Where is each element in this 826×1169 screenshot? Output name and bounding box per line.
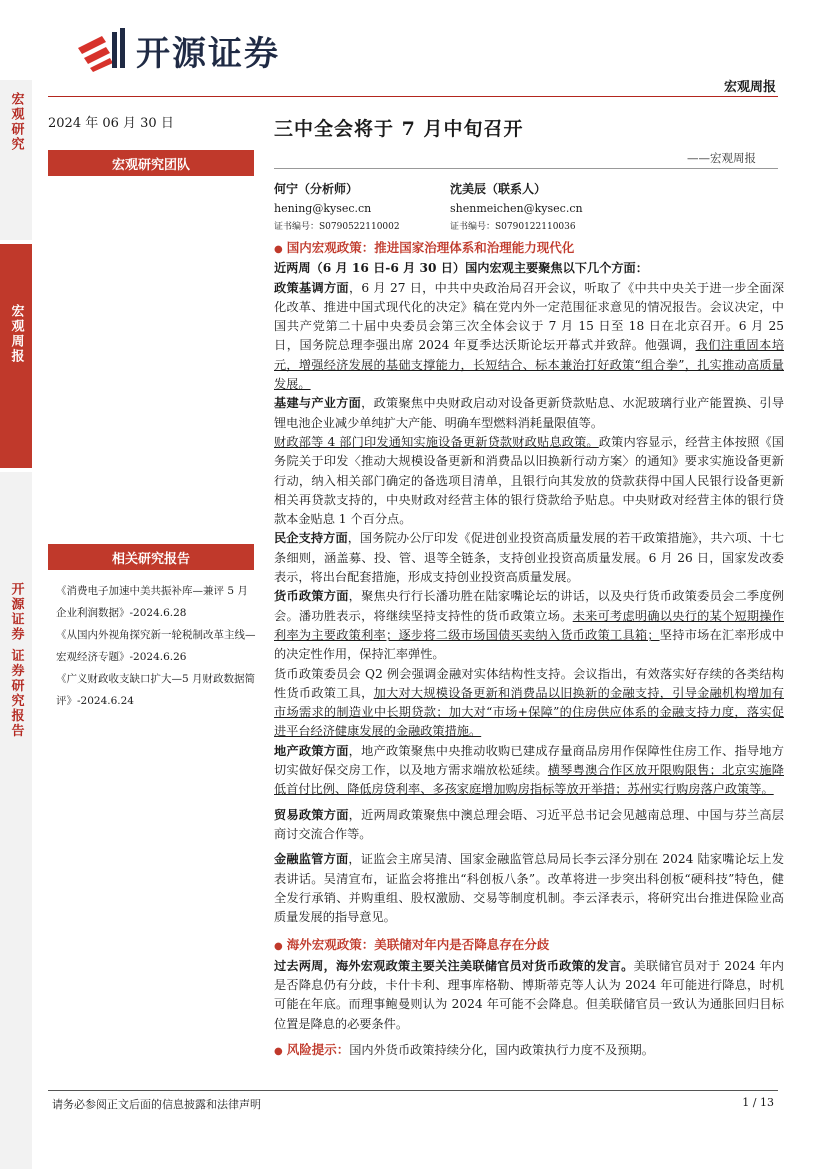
paragraph-infrastructure [274,394,784,433]
para-underlined: 加大对大规模设备更新和消费品以旧换新的金融支持，引导金融机构增加有市场需求的制造业中长期贷款；加大对“市场+保障”的住房供应体系的金融支持力度，落实促进平台经济健康发展的金融政策措施。 [274,685,784,739]
para-text: 政策内容显示，经营主体按照《国务院关于印发〈推动大规模设备更新和消费品以旧换新行动方案〉的通知》要求实施设备更新行动，纳入相关部门确定的备选项目清单，且银行向其发放的贷款获得中国人民银行设备更新相关再贷款支持的，中央财政对经营主体的银行贷款给予贴息。中央财政对经营主体的银行贷款本金贴息 1 个百分点。 [274,434,784,527]
logo-text: 开源证券 [136,33,280,74]
para-lead: 地产政策方面 [274,743,349,758]
para-text: 坚持市场在汇率形成中的决定性作用，保持汇率弹性。 [274,627,784,662]
paragraph-monetary-committee [274,665,784,742]
analyst-email[interactable]: hening@kysec.cn [274,202,372,215]
para-underlined: 我们注重固本培元，增强经济发展的基础支撑能力，长短结合、标本兼治打好政策“组合拳”，扎实推动高质量发展。 [274,338,785,392]
header-divider [48,96,778,97]
paragraph-financial-regulation [274,850,784,927]
page-title: 三中全会将于 7 月中旬召开 [274,118,524,140]
para-text: ，国务院办公厅印发《促进创业投资高质量发展的若干政策措施》，共六项、十七条细则，涵盖募、投、管、退等全链条，支持创业投资高质量发展。6 月 26 日，国家发改委表示，将出台配套措施，形成支持创业投资高质量发展。 [274,531,785,585]
paragraph-private-enterprise [274,529,784,587]
section-intro: 近两周（6 月 16 日-6 月 30 日）国内宏观主要聚焦以下几个方面： [274,261,648,276]
paragraph-real-estate [274,742,784,800]
para-text: ，证监会主席吴清、国家金融监管总局局长李云泽分别在 2024 陆家嘴论坛上发表讲话。吴清宣布，证监会将推出“科创板八条”。改革将进一步突出科创板“硬科技”特色，健全发行承销、并购重组、股权激励、交易等制度机制。李云泽表示，将研究出台推进保险业高质量发展的指导意见。 [274,852,785,925]
paragraph-monetary [274,587,784,664]
para-text: ，近两周政策聚焦中澳总理会晤、习近平总书记会见越南总理、中国与芬兰高层商讨交流合作等。 [274,807,784,841]
para-lead: 货币政策方面 [274,589,349,604]
related-report-item[interactable]: 《从国内外视角探究新一轮税制改革主线—宏观经济专题》-2024.6.26 [56,629,256,663]
report-body [274,238,784,1061]
team-label: 宏观研究团队 [48,150,254,176]
side-strip-company [0,472,32,1169]
para-text: ，聚焦央行行长潘功胜在陆家嘴论坛的讲话，以及央行货币政策委员会二季度例会。潘功胜表示，将继续坚持支持性的货币政策立场。 [274,589,784,623]
analyst-name: 沈美辰（联系人） [450,182,547,196]
report-date: 2024 年 06 月 30 日 [48,116,174,131]
section-heading-overseas: ● 海外宏观政策：美联储对年内是否降息存在分歧 [274,935,784,956]
para-lead: 政策基调方面 [274,280,349,295]
analyst-cert: 证书编号：S0790122110036 [450,222,576,232]
related-report-item[interactable]: 《广义财政收支缺口扩大—5 月财政数据简评》-2024.6.24 [56,673,256,707]
side-strip-company-label: 开源证券 证券研究报告 [8,582,24,739]
paragraph-trade [274,806,784,845]
related-reports-label: 相关研究报告 [48,544,254,570]
analyst-name: 何宁（分析师） [274,182,359,196]
doc-type-label: 宏观周报 [723,80,776,95]
side-strip-weekly-label: 宏观周报 [8,304,24,364]
risk-heading: ● 风险提示： [274,1042,349,1057]
title-divider [274,168,778,169]
analyst-card [274,180,400,237]
side-strip-weekly [0,244,32,468]
logo-mark-icon [76,28,132,72]
analyst-email[interactable]: shenmeichen@kysec.cn [450,202,583,215]
para-underlined: 未来可考虑明确以央行的某个短期操作利率为主要政策利率；逐步将二级市场国债买卖纳入货币政策工具箱； [274,608,784,642]
para-text: ，政策聚焦中央财政启动对设备更新贷款贴息、水泥玻璃行业产能置换、引导锂电池企业减少单纯扩大产能、明确车型燃料消耗量限值等。 [274,396,785,430]
para-underlined: 财政部等 4 部门印发通知实施设备更新贷款财政贴息政策。 [274,434,599,449]
side-strip-research [0,80,32,240]
para-text: ，地产政策聚焦中央推动收购已建成存量商品房用作保障性住房工作、指导地方切实做好保交房工作，以及地方需求端放松延续。 [274,743,784,778]
footer-disclaimer: 请务必参阅正文后面的信息披露和法律声明 [52,1098,261,1111]
analyst-cert: 证书编号：S0790522110002 [274,222,400,232]
page-subtitle: ——宏观周报 [687,151,756,165]
para-lead: 过去两周，海外宏观政策主要关注美联储官员对货币政策的发言。 [274,958,634,973]
para-lead: 贸易政策方面 [274,807,349,822]
company-logo [76,28,280,72]
related-report-item[interactable]: 《消费电子加速中美共振补库—兼评 5 月企业利润数据》-2024.6.28 [56,585,248,619]
para-lead: 民企支持方面 [274,531,348,546]
section-heading-domestic: ● 国内宏观政策：推进国家治理体系和治理能力现代化 [274,238,784,259]
para-text: 国内外货币政策持续分化，国内政策执行力度不及预期。 [349,1042,654,1057]
page-number: 1 / 13 [742,1096,774,1109]
para-text: 货币政策委员会 Q2 例会强调金融对实体结构性支持。会议指出，有效落实好存续的各类结构性货币政策工具， [274,666,784,700]
para-text: 美联储官员对于 2024 年内是否降息仍有分歧，卡什卡利、理事库格勒、博斯蒂克等人认为 2024 年可能进行降息，时机可能在年底。而理事鲍曼则认为 2024 年可能不会降息。但美联储官员一致认为通胀回归目标位置是降息的必要条件。 [274,958,784,1031]
related-reports-list [56,580,256,712]
para-lead: 基建与产业方面 [274,396,362,411]
paragraph-risk [274,1040,784,1061]
side-strip-research-label: 宏观研究 [8,92,24,152]
analyst-card [450,180,583,237]
para-text: ，6 月 27 日，中共中央政治局召开会议，听取了《中共中央关于进一步全面深化改革、推进中国式现代化的决定》稿在党内外一定范围征求意见的情况报告。会议决定，中国共产党第二十届中央委员会第三次全体会议于 7 月 15 日至 18 日在北京召开。6 月 25 日，国务院总理李强出席 2024 年夏季达沃斯论坛开幕式并致辞。他强调， [274,280,785,353]
paragraph-policy-tone [274,279,784,395]
para-underlined: 横琴粤澳合作区放开限购限售；北京实施降低首付比例、降低房贷利率、多孩家庭增加购房指标等放开举措；苏州实行购房落户政策等。 [274,763,784,797]
footer-divider [48,1090,778,1091]
para-lead: 金融监管方面 [274,852,349,867]
paragraph-fed [274,957,784,1034]
paragraph-subsidy [274,433,784,529]
